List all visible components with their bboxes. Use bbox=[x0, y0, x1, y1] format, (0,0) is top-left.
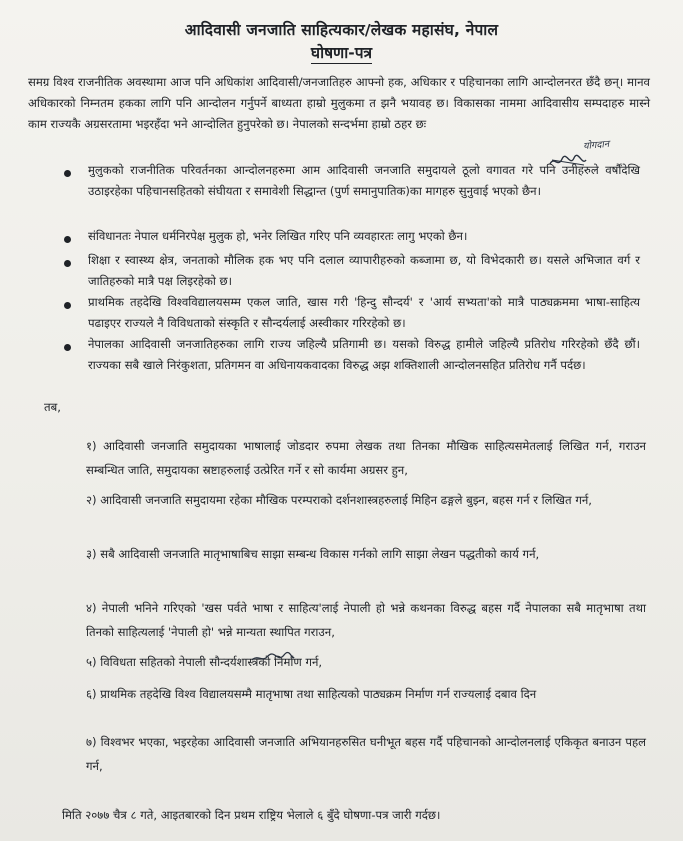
handwritten-scribble bbox=[250, 651, 296, 665]
intro-paragraph: समग्र विश्व राजनीतिक अवस्थामा आज पनि अधिकांश आदिवासी/जनजातिहरु आफ्नो हक, अधिकार र पहिचानका लागि आन्दोलनरत छँदै छन्। मानव अधिकारको निम्नतम हकका लागि पनि आन्दोलन गर्नुपर्ने बाध्यता हाम्रो मुलुकमा त झनै भयावह छ। विकासका नाममा आदिवासीय सम्पदाहरु मास्ने काम राज्यकै अग्रसरतामा भइरहँदा भने आन्दोलित हुनुपरेको छ। नेपालको सन्दर्भमा हाम्रो ठहर छः bbox=[28, 75, 650, 131]
resolution-item: ५) विविधता सहितको नेपाली सौन्दर्यशास्त्रको निर्माण गर्न, bbox=[86, 655, 323, 669]
resolution-item: २) आदिवासी जनजाति समुदायमा रहेका मौखिक परम्पराको दर्शनशास्त्रहरुलाई मिहिन ढङ्गले बुझ्न, बहस गर्न र लिखित गर्न, bbox=[86, 493, 592, 507]
bullet-item: प्राथमिक तहदेखि विश्वविद्यालयसम्म एकल जाति, खास गरी 'हिन्दु सौन्दर्य' र 'आर्य सभ्यता'को मात्रै पाठ्यक्रममा भाषा-साहित्य पढाइएर राज्यले नै विविधताको संस्कृति र सौन्दर्यलाई अस्वीकार गरिरहेको छ। bbox=[88, 295, 640, 330]
handwritten-correction: योगदान bbox=[582, 138, 610, 153]
bullet-item: मुलुकको राजनीतिक परिवर्तनका आन्दोलनहरुमा आम आदिवासी जनजाति समुदायले ठूलो वगावत गरे पनि उनीहरुले वर्षौंदेखि उठाइरहेका पहिचानसहितको संघीयता र समावेशी सिद्धान्त (पुर्ण समानुपातिक)का मागहरु सुनुवाई भएको छैन। bbox=[88, 163, 640, 198]
resolution-item: ६) प्राथमिक तहदेखि विश्व विद्यालयसम्मै मातृभाषा तथा साहित्यको पाठ्यक्रम निर्माण गर्न राज्यलाई दबाव दिन bbox=[86, 687, 537, 701]
bullet-dot bbox=[64, 344, 71, 351]
bullet-dot bbox=[64, 170, 71, 177]
resolution-item: १) आदिवासी जनजाति समुदायका भाषालाई जोडदार रुपमा लेखक तथा तिनका मौखिक साहित्यसमेतलाई लिखित गर्न, गराउन सम्बन्धित जाति, समुदायका स्रष्टाहरुलाई उत्प्रेरित गर्ने र सो कार्यमा अग्रसर हुन, bbox=[86, 439, 646, 477]
bullet-dot bbox=[64, 260, 71, 267]
bullet-item: शिक्षा र स्वास्थ्य क्षेत्र, जनताको मौलिक हक भए पनि दलाल व्यापारीहरुको कब्जामा छ, यो विभेदकारी छ। यसले अभिजात वर्ग र जातिहरुको मात्रै पक्ष लिइरहेको छ। bbox=[88, 253, 640, 288]
document-footer: मिति २०७७ चैत्र ८ गते, आइतबारको दिन प्रथम राष्ट्रिय भेलाले ६ बुँदे घोषणा-पत्र जारी गर्दछ। bbox=[62, 808, 441, 822]
bullet-dot bbox=[64, 302, 71, 309]
resolution-item: ७) विश्वभर भएका, भइरहेका आदिवासी जनजाति अभियानहरुसित घनीभूत बहस गर्दै पहिचानको आन्दोलनलाई एकिकृत बनाउन पहल गर्न, bbox=[86, 735, 646, 773]
resolution-item: ४) नेपाली भनिने गरिएको 'खस पर्वते भाषा र साहित्य'लाई नेपाली हो भन्ने कथनका विरुद्ध बहस गर्दै नेपालका सबै मातृभाषा तथा तिनको साहित्यलाई 'नेपाली हो' भन्ने मान्यता स्थापित गराउन, bbox=[86, 601, 646, 639]
bullet-dot bbox=[64, 236, 71, 243]
resolution-item: ३) सबै आदिवासी जनजाति मातृभाषाबिच साझा सम्बन्ध विकास गर्नको लागि साझा लेखन पद्धतीको कार्य गर्न, bbox=[86, 547, 540, 561]
document-subtitle bbox=[0, 41, 683, 63]
section-label: तब, bbox=[44, 400, 61, 414]
bullet-item: नेपालका आदिवासी जनजातिहरुका लागि राज्य जहिल्यै प्रतिगामी छ। यसको विरुद्ध हामीले जहिल्यै प्रतिरोध गरिरहेको छँदै छौं। राज्यका सबै खाले निरंकुशता, प्रतिगमन वा अधिनायकवादका विरुद्ध अझ शक्तिशाली आन्दोलनसहित प्रतिरोध गर्नै पर्दछ। bbox=[88, 337, 640, 372]
document-title: आदिवासी जनजाति साहित्यकार/लेखक महासंघ, नेपाल bbox=[184, 21, 499, 39]
subtitle-text: घोषणा-पत्र bbox=[310, 44, 373, 62]
bullet-item: संविधानतः नेपाल धर्मनिरपेक्ष मुलुक हो, भनेर लिखित गरिए पनि व्यवहारतः लागु भएको छैन। bbox=[88, 229, 468, 243]
